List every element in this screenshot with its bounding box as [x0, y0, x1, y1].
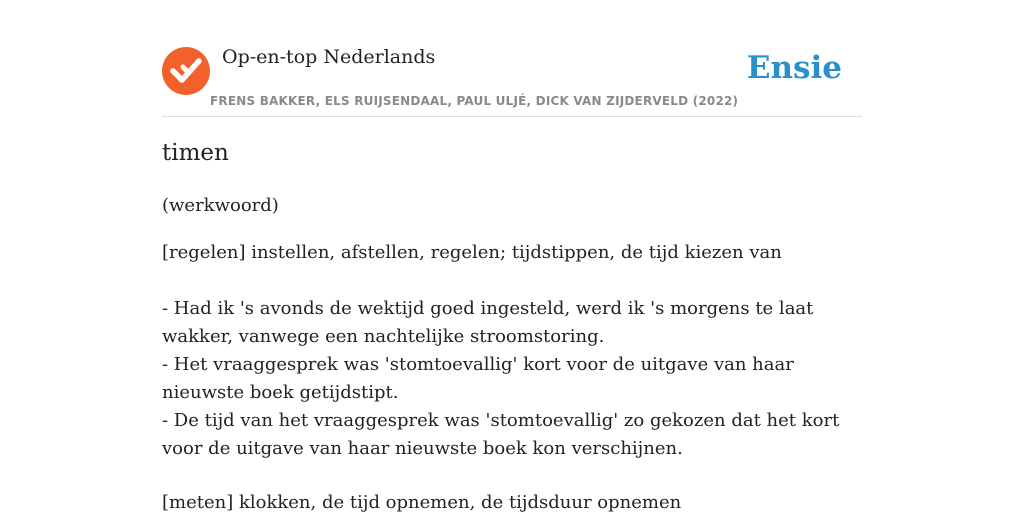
entry-headword: timen	[162, 140, 229, 166]
part-of-speech: (werkwoord)	[162, 195, 279, 216]
example-list	[162, 295, 862, 463]
book-title[interactable]: Op-en-top Nederlands	[222, 46, 436, 68]
sense-definition: [meten] klokken, de tijd opnemen, de tijdsduur opnemen	[162, 492, 682, 512]
example-sentence: - Had ik 's avonds de wektijd goed ingesteld, werd ik 's morgens te laat wakker, vanwege een nachtelijke stroomstoring.	[162, 298, 814, 347]
example-sentence: - Het vraaggesprek was 'stomtoevallig' kort voor de uitgave van haar nieuwste boek getijdstipt.	[162, 354, 794, 403]
example-sentence: - De tijd van het vraaggesprek was 'stomtoevallig' zo gekozen dat het kort voor de uitgave van haar nieuwste boek kon verschijnen.	[162, 410, 840, 459]
logo-checkmark-icon[interactable]	[162, 47, 210, 95]
book-authors: FRENS BAKKER, ELS RUIJSENDAAL, PAUL ULJÉ, DICK VAN ZIJDERVELD (2022)	[210, 94, 739, 108]
header	[162, 0, 862, 117]
brand-logo[interactable]: Ensie	[746, 50, 842, 86]
sense-definition: [regelen] instellen, afstellen, regelen; tijdstippen, de tijd kiezen van	[162, 242, 782, 263]
